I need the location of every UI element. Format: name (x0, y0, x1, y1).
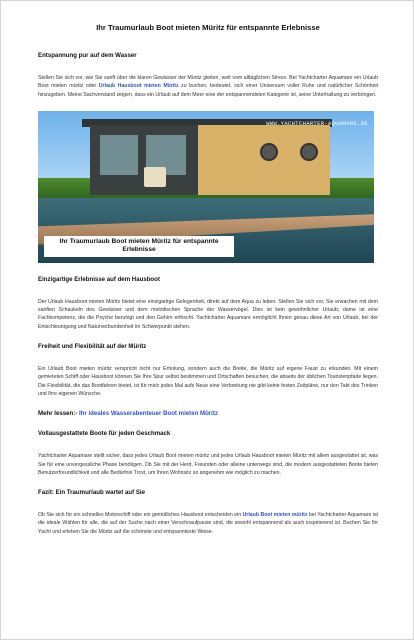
read-more-label: Mehr lessen:- (38, 410, 79, 418)
section-heading-freiheit: Freiheit und Flexibilität auf der Müritz (38, 343, 147, 351)
paragraph-fazit (38, 511, 378, 536)
section-heading-entspannung: Entspannung pur auf dem Wasser (38, 52, 137, 59)
image-caption: Ihr Traumurlaub Boot mieten Müritz für entspannte Erlebnisse (44, 236, 234, 257)
paragraph-text: zu buchen, bedeutet, sich einer Universum voller Ruhe und natürlicher Schönheit hinzugeben. Meine Sachverstand zeigen, dass ein Urlaub auf dem Meer eine der entspannendsten Kategorie ist, seine Unterhaltung zu verbringen. (38, 83, 378, 98)
paragraph-text: Stellen Sie sich vor, wie Sie sanft über die klaren Gewässer der Müritz gleiten, weit vom alltäglichen Stress. Bei Yachtcharter Aquamare ein Urlaub Boot mieten müritz oder (38, 75, 378, 90)
page-title: Ihr Traumurlaub Boot mieten Müritz für entspannte Erlebnisse (96, 23, 320, 32)
paragraph-boote: Yachtcharter Aquamare stellt sicher, dass jedes Urlaub Boot mieten müritz und jedes Urlaub Hausboot mieten Müritz mit allem ausgestattet ist, was Sie für eine unvergessliche Phase benötigen. Ob Sie mit der Herd, Freunden oder alleine unterwegs sind, die modern ausgestatteten Boote bieten Benutzerfreundlichkeit und alle Bedürfnis Trost, um Ihren Wohnsitz so angenehm wie möglich zu machen. (38, 453, 378, 476)
link-urlaub-hausboot[interactable]: Urlaub Hausboot mieten Müritz (98, 83, 179, 90)
article (38, 23, 378, 548)
paragraph-freiheit: Ein Urlaub Boot mieten müritz verspricht nicht nur Erholung, sondern auch die Breite, die Müritz auf eigene Faust zu erkunden. Mit einem gemieteten Schiff oder Hausboot können Sie Ihre Spur selbst bestimmen und Ortschaften besuchen, die abseits der üblichen Touristenpfade liegen. Die Flexibilität, die das Bootfahren bietet, ist für mich jedes Mal aufs Neue eine Verbreitung nie gibt keine festen Zeitpläne, nur den Takt des Trinken und Ihre eigenen Wünsche. (38, 366, 378, 397)
read-more-link[interactable]: Ihr ideales Wasserabenteuer Boot mieten Müritz (78, 410, 218, 418)
houseboat-photo (38, 111, 374, 263)
paragraph-text: bei Yachtcharter Aquamare ist die ideale Wählen für alle, die auf der Suche nach einer Verschnaufpause sind, die sowohl entspannend als auch inspirierend ist. Buchen Sie Ihr Yacht und erleben Sie die Müritz auf die schönste und entspannteste Weise. (38, 512, 378, 535)
paragraph-erlebnisse: Der Urlaub Hausboot mieten Müritz bietet eine einzigartige Gelegenheit, direkt auf dem Aqua zu leben. Stellen Sie sich vor, Sie erwachen mit dem sanften Schaukeln des Gewässer und dem melodischen Sprache der Wasservögel. Dies ist kein gewöhnlicher Urlaub; dame ist eine Fachkompetenz, die die Psyche beruhigt und den Gehirn erfrischt. Yachtcharter Aquamare ermöglicht Ihnen genau diese Art von Urlaub, bei der Entschleunigung und Naturverbundenheit im Schwerpunkt stehen. (38, 298, 378, 330)
section-heading-boote: Vollausgestattete Boote für jeden Geschmack (38, 430, 171, 438)
deck-chair (144, 167, 166, 187)
paragraph-text: Ob Sie sich für ein schnelles Motorschiff oder ein gemütliches Hausboot entscheiden ein (38, 512, 243, 519)
paragraph-entspannung (38, 74, 378, 99)
image-watermark: WWW.YACHTCHARTER-AQUAMARE.DE (266, 120, 368, 127)
read-more (38, 410, 378, 418)
section-heading-erlebnisse: Einzigartige Erlebnisse auf dem Hausboot (38, 275, 160, 283)
section-heading-fazit: Fazit: Ein Traumurlaub wartet auf Sie (38, 489, 145, 497)
link-urlaub-boot[interactable]: Urlaub Boot mieten müritz (242, 512, 308, 519)
